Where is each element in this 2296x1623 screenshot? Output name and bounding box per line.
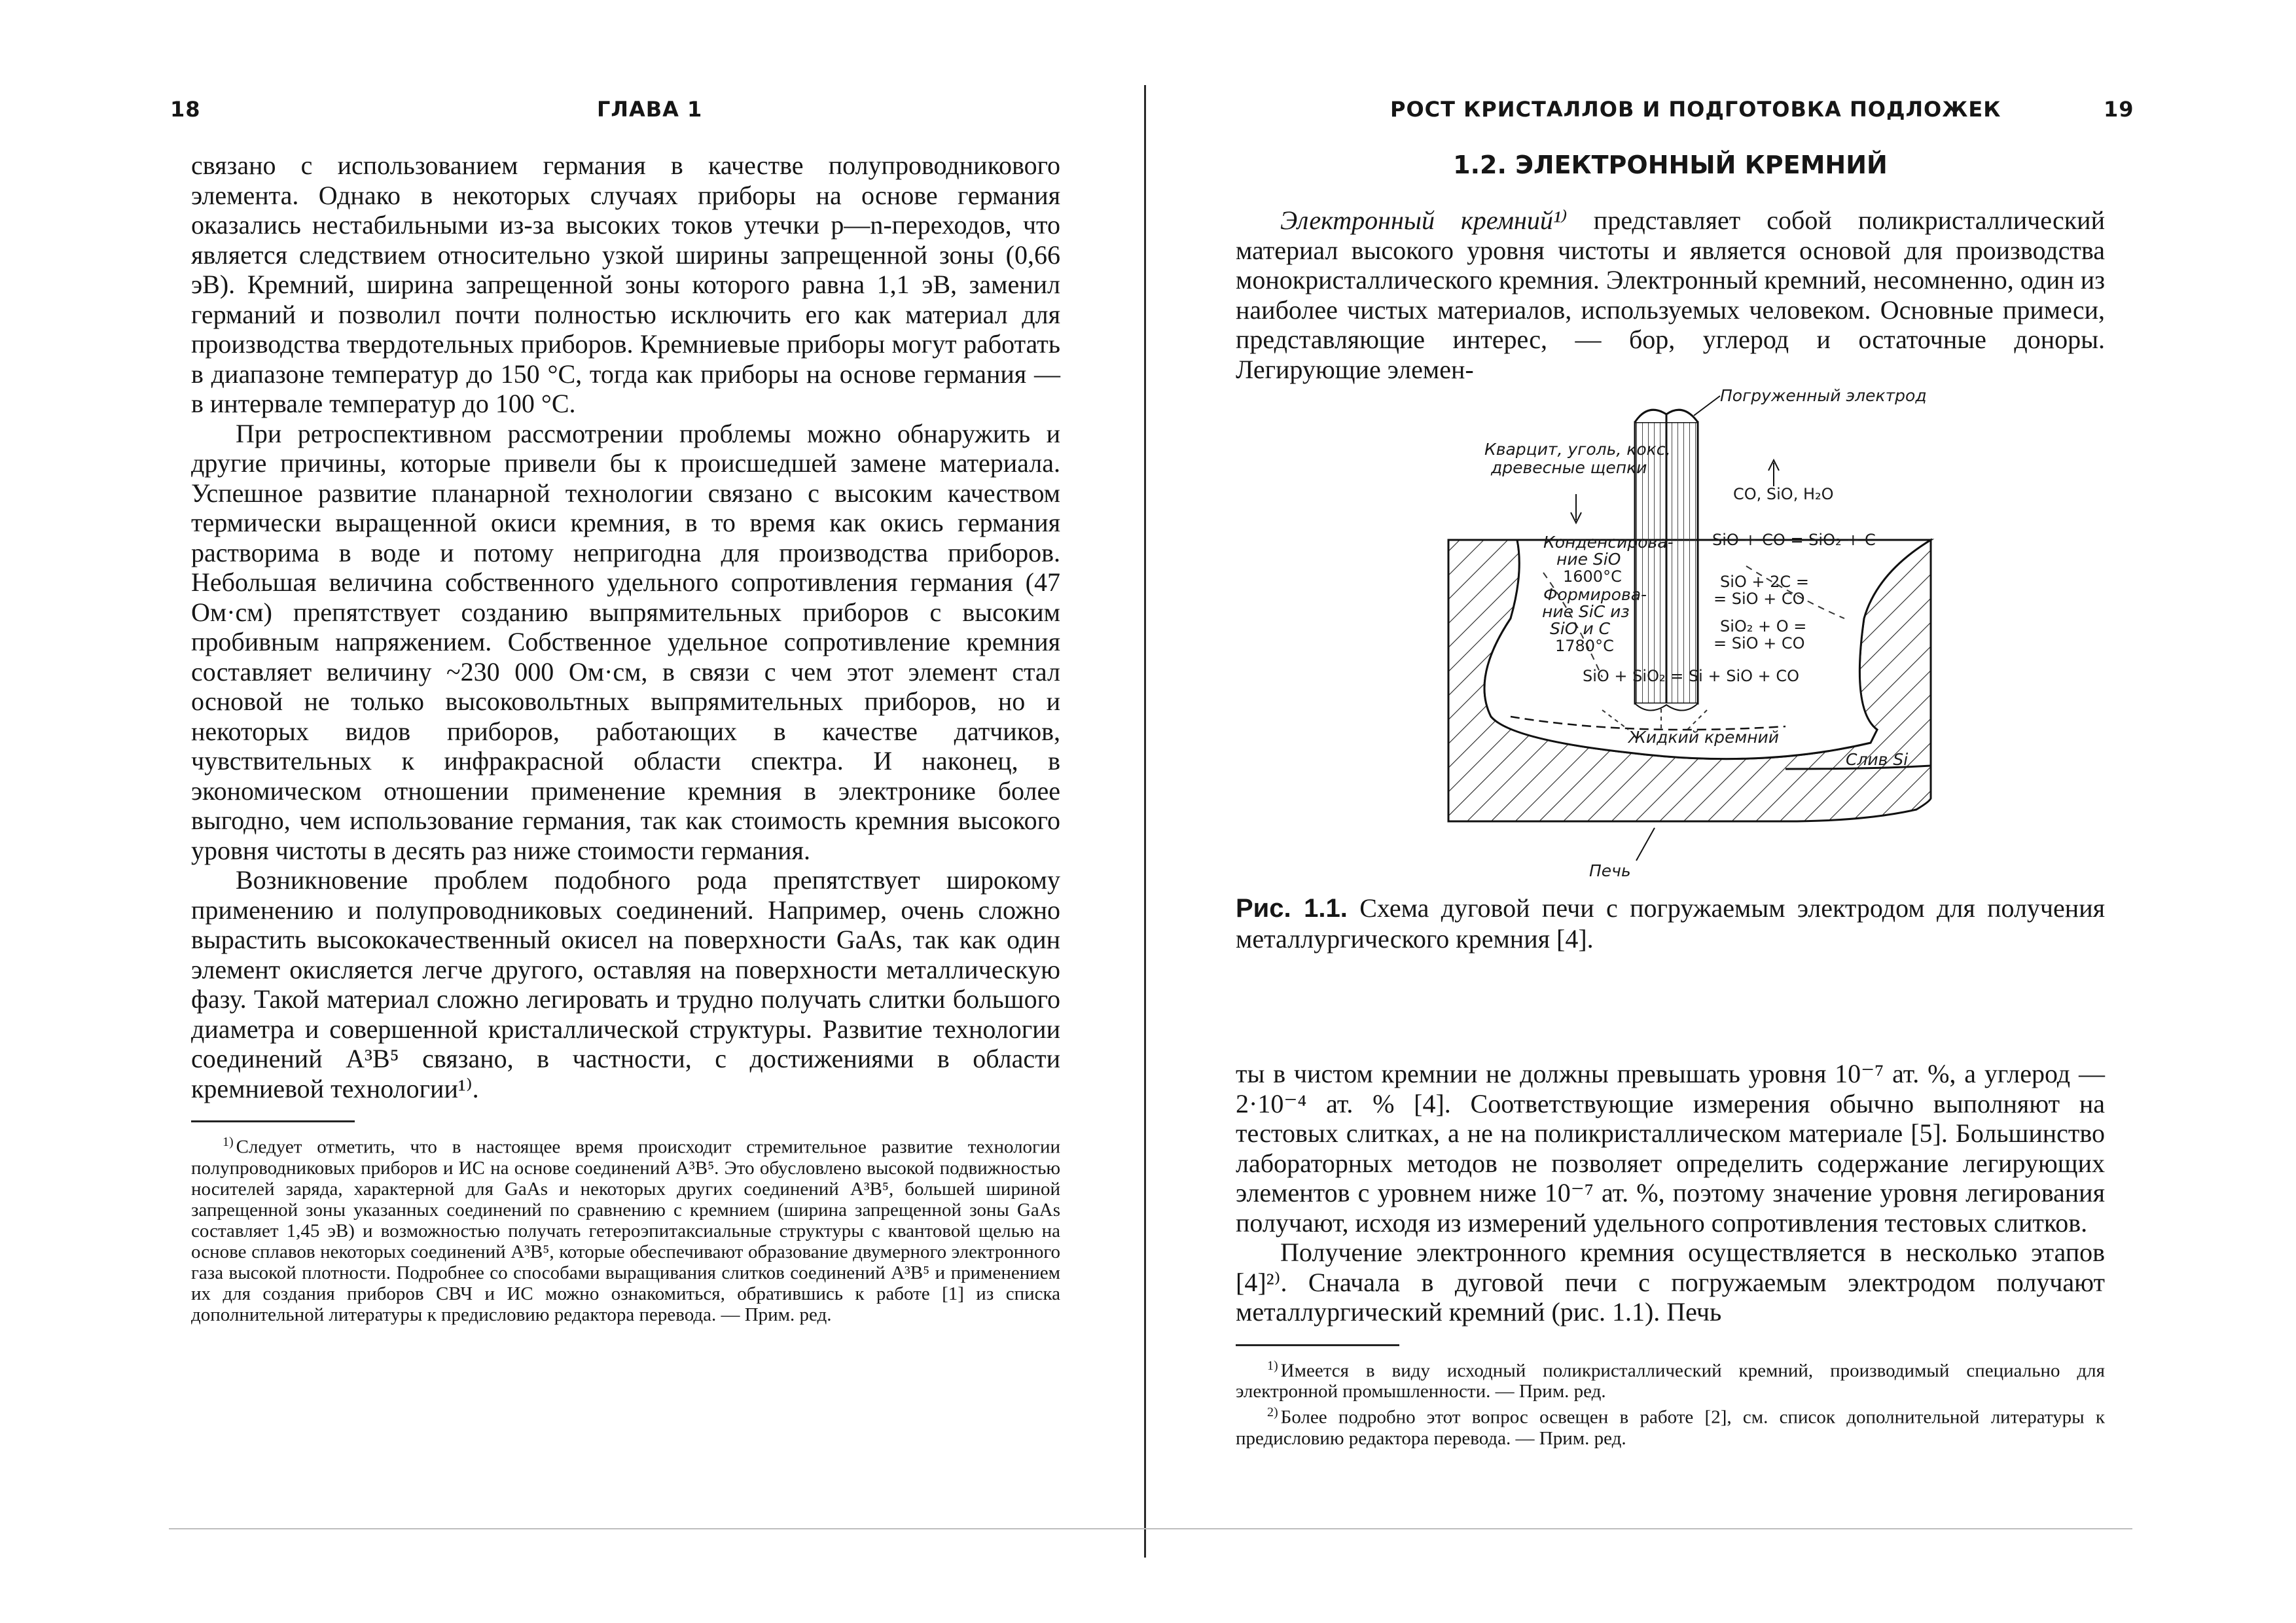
left-column	[191, 151, 1060, 1325]
left-paragraph-3: Возникновение проблем подобного рода препятствует широкому применению и полупроводниковых соединений. Например, очень сложно вырастить высококачественный окисел на поверхности GaAs, так как один элемент окисляется легче другого, оставляя на поверхности металлическую фазу. Такой материал сложно легировать и трудно получать слитки большого диаметра и совершенной кристаллической структуры. Развитие технологии соединений A³B⁵ связано, в частности, с достижениями в области кремниевой технологии¹⁾.	[191, 865, 1060, 1103]
left-page	[0, 0, 1139, 1623]
page-number-right: 19	[2104, 97, 2134, 122]
right-paragraph-1: ты в чистом кремнии не должны превышать уровня 10⁻⁷ ат. %, а углерод — 2·10⁻⁴ ат. % [4]. Соответствующие измерения обычно выполняют на тестовых слитках, а не на поликристаллическом материале [5]. Большинство лабораторных методов не позволяет определить содержание легирующих элементов с уровнем ниже 10⁻⁷ ат. %, поэтому значение уровня легирования получают, исходя из измерений удельного сопротивления тестовых слитков.	[1236, 1059, 2105, 1238]
left-paragraph-1: связано с использованием германия в качестве полупроводникового элемента. Однако в некоторых случаях приборы на основе германия оказались нестабильными из-за высоких токов утечки p—n-переходов, что является следствием относительно узкой ширины запрещенной зоны (0,66 эВ). Кремний, ширина запрещенной зоны которого равна 1,1 эВ, заменил германий и позволил почти полностью исключить его как материал для производства твердотельных приборов. Кремниевые приборы могут работать в диапазоне температур до 150 °С, тогда как приборы на основе германия — в интервале температур до 100 °С.	[191, 151, 1060, 418]
label-furnace: Печь	[1589, 861, 1631, 880]
label-reaction-1: SiO + CO = SiO₂ + C	[1712, 531, 1876, 549]
right-footnotes	[1236, 1355, 2105, 1449]
left-footnote	[191, 1132, 1060, 1325]
label-form-2: ние SiC из	[1542, 602, 1630, 621]
label-temp-1: 1600°C	[1563, 567, 1622, 586]
charge-arrow	[1571, 494, 1581, 523]
label-charge-2: древесные щепки	[1491, 458, 1647, 477]
running-head-right: РОСТ КРИСТАЛЛОВ И ПОДГОТОВКА ПОДЛОЖЕК	[1390, 97, 2001, 122]
label-ingot: Слив Si	[1846, 750, 1909, 769]
furnace-diagram	[1236, 386, 2105, 887]
label-electrode: Погруженный электрод	[1720, 386, 1927, 405]
footnote-marker-2: 2)	[1267, 1405, 1278, 1420]
section-title: 1.2. ЭЛЕКТРОННЫЙ КРЕМНИЙ	[1453, 151, 1888, 179]
left-paragraph-2: При ретроспективном рассмотрении проблемы можно обнаружить и другие причины, которые привели бы к происшедшей замене материала. Успешное развитие планарной технологии связано с высоким качеством термически выращенной окиси кремния, в то время как окись германия растворима в воде и потому непригодна для производства приборов. Небольшая величина собственного удельного сопротивления германия (47 Ом·см) препятствует созданию выпрямительных приборов с высоким пробивным напряжением. Собственное удельное сопротивление кремния составляет величину ~230 000 Ом·см, в связи с чем этот элемент стал основой не только высоковольтных выпрямительных приборов, но и некоторых видов приборов, работающих в качестве датчиков, чувствительных к инфракрасной области спектра. И наконец, в экономическом отношении применение кремния в электронике более выгодно, чем использование германия, так как стоимость кремния высокого уровня чистоты в десять раз ниже стоимости германия.	[191, 418, 1060, 865]
footnote-text-2: Более подробно этот вопрос освещен в работе [2], см. список дополнительной литературы к предисловию редактора перевода. — Прим. ред.	[1236, 1406, 2105, 1449]
running-head-left: ГЛАВА 1	[597, 97, 703, 122]
label-reaction-2a: SiO + 2C =	[1720, 573, 1809, 591]
footnote-text: Следует отметить, что в настоящее время происходит стремительное развитие технологии полупроводниковых приборов и ИС на основе соединений A³B⁵. Это обусловлено высокой подвижностью носителей заряда, характерной для GaAs и некоторых других соединений A³B⁵, большей шириной запрещенной зоны указанных соединений по сравнению с кремнием (ширина запрещенной зоны GaAs составляет 1,45 эВ) и возможностью получать гетероэпитаксиальные структуры с квантовой щелью на основе сплавов некоторых соединений A³B⁵, которые обеспечивают образование двумерного электронного газа высокой плотности. Подробнее со способами выращивания слитков соединений A³B⁵ и применением их для создания приборов СВЧ и ИС можно ознакомиться, обратившись к работе [1] из списка дополнительной литературы к предисловию редактора перевода. — Прим. ред.	[191, 1136, 1060, 1325]
label-cond-2: ние SiO	[1556, 550, 1621, 569]
right-column-lower	[1236, 1059, 2105, 1449]
right-column	[1236, 151, 2105, 1218]
right-paragraph-2: Получение электронного кремния осуществляется в несколько этапов [4]²⁾. Сначала в дуговой печи с погружаемым электродом получают металлургический кремний (рис. 1.1). Печь	[1236, 1238, 2105, 1327]
label-liquid-silicon: Жидкий кремний	[1628, 728, 1780, 747]
intro-text: представляет собой поликристаллический материал высокого уровня чистоты и является основой для производства монокристаллического кремния. Электронный кремний, несомненно, один из наиболее чистых материалов, используемых человеком. Основные примеси, представляющие интерес, — бор, углерод и остаточные доноры. Легирующие элемен-	[1236, 205, 2105, 384]
label-form-3: SiO и C	[1550, 619, 1611, 638]
footnote-divider-right	[1236, 1344, 1399, 1346]
right-page	[1152, 0, 2296, 1623]
right-intro-paragraph	[1236, 205, 2105, 384]
footnote-divider	[191, 1120, 355, 1122]
figure-caption	[1236, 893, 2105, 954]
footnote-marker-1: 1)	[1267, 1358, 1278, 1373]
label-cond-1: Конденсирова-	[1543, 533, 1674, 552]
label-reaction-4: SiO + SiO₂ = Si + SiO + CO	[1583, 667, 1800, 685]
intro-term: Электронный кремний¹⁾	[1280, 205, 1568, 235]
caption-label: Рис. 1.1.	[1236, 894, 1348, 923]
gas-arrow	[1768, 460, 1779, 486]
footnote-marker: 1)	[223, 1135, 234, 1149]
label-form-1: Формирова-	[1543, 585, 1647, 604]
bottom-rule	[169, 1528, 2132, 1529]
label-reaction-3b: = SiO + CO	[1713, 634, 1805, 652]
label-temp-2: 1780°C	[1555, 637, 1614, 655]
caption-text: Схема дуговой печи с погружаемым электродом для получения металлургического кремния [4].	[1236, 893, 2106, 954]
label-reaction-3a: SiO₂ + O =	[1720, 617, 1807, 635]
gutter-divider	[1144, 85, 1146, 1558]
label-reaction-2b: = SiO + CO	[1713, 590, 1805, 608]
footnote-text-1: Имеется в виду исходный поликристаллический кремний, производимый специально для электронной промышленности. — Прим. ред.	[1236, 1360, 2105, 1402]
page-number-left: 18	[170, 97, 201, 122]
label-gases: CO, SiO, H₂O	[1733, 485, 1834, 503]
label-charge-1: Кварцит, уголь, кокс,	[1484, 440, 1671, 459]
figure-caption-wrap	[1236, 893, 2105, 954]
